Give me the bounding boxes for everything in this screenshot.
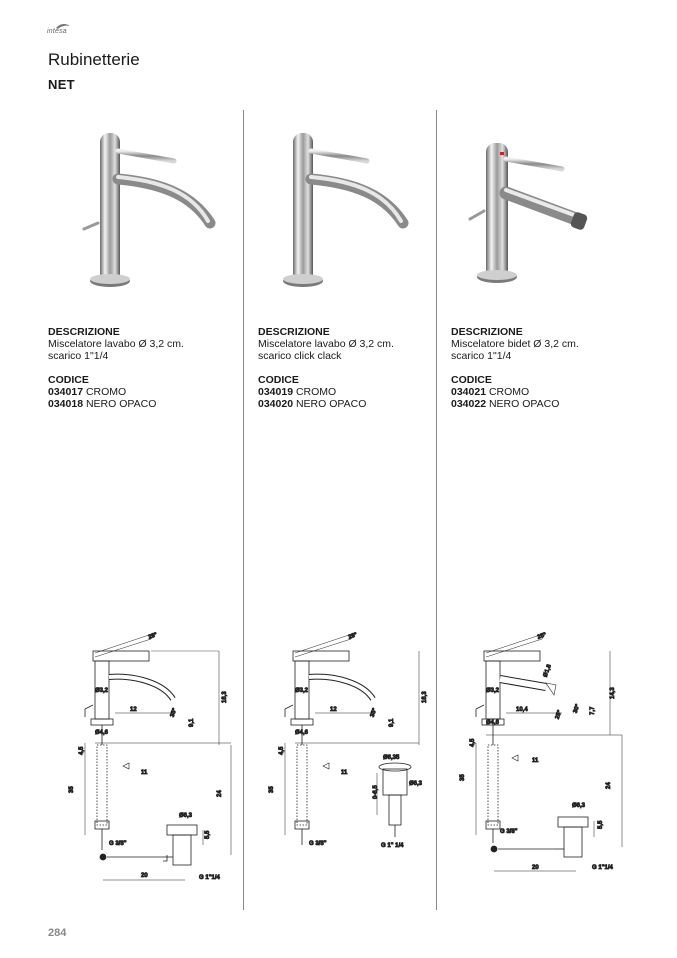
description-label: DESCRIZIONE xyxy=(48,326,120,338)
technical-drawing-click-clack xyxy=(255,625,435,860)
code-label: CODICE xyxy=(451,374,492,386)
description-text: scarico click clack xyxy=(258,350,342,362)
dim-waste-diameter: Ø6,3 xyxy=(179,813,193,819)
dim-reach: 12 xyxy=(130,707,137,713)
dim-spout-height: 7,7 xyxy=(590,706,596,715)
dim-height: 14,3 xyxy=(610,687,616,699)
dim-spout-angle: 25° xyxy=(554,709,564,721)
dim-base-height: 4,5 xyxy=(279,746,285,755)
dim-inlet: G 3/8" xyxy=(500,829,518,835)
column-divider xyxy=(243,110,244,910)
dim-click-top: Ø6,35 xyxy=(383,755,400,761)
dim-spout-height: 9,1 xyxy=(389,718,395,727)
code-label: CODICE xyxy=(258,374,299,386)
product-finish: NERO OPACO xyxy=(293,398,367,410)
description-text: scarico 1"1/4 xyxy=(48,350,109,362)
dim-wrench: 11 xyxy=(341,770,348,776)
dim-wrench: 11 xyxy=(141,770,148,776)
dim-inlet: G 3/8" xyxy=(109,841,127,847)
dim-waste-diameter: Ø6,3 xyxy=(572,803,586,809)
dim-base-height: 4,5 xyxy=(79,746,85,755)
product-code: 034022 xyxy=(451,398,487,410)
technical-drawing-bidet xyxy=(450,625,630,885)
dim-waste-height: 5,5 xyxy=(205,830,211,839)
dim-base-diameter: Ø4,6 xyxy=(295,730,309,736)
dim-click-range: 0-6,5 xyxy=(373,785,379,799)
description-label: DESCRIZIONE xyxy=(451,326,523,338)
product-code: 034017 xyxy=(48,386,84,398)
dim-body-diameter: Ø3,2 xyxy=(295,688,309,694)
page-title: Rubinetterie xyxy=(48,50,140,69)
product-code: 034021 xyxy=(451,386,487,398)
dim-height: 16,3 xyxy=(222,691,228,703)
dim-inlet: G 3/8" xyxy=(309,841,327,847)
dim-wrench: 11 xyxy=(532,758,539,764)
description-text: Miscelatore lavabo Ø 3,2 cm. xyxy=(48,338,184,350)
column-divider xyxy=(436,110,437,910)
dim-angle: 25° xyxy=(536,632,548,641)
dim-rod: 20 xyxy=(141,873,148,879)
bidet-mixer-photo xyxy=(468,135,608,295)
dim-total: 24 xyxy=(217,790,223,797)
code-label: CODICE xyxy=(48,374,89,386)
description-text: scarico 1"1/4 xyxy=(451,350,512,362)
product-code: 034018 xyxy=(48,398,84,410)
dim-base-diameter: Ø4,6 xyxy=(95,730,109,736)
dim-waste-thread: G 1"1/4 xyxy=(199,875,220,881)
description-text: Miscelatore bidet Ø 3,2 cm. xyxy=(451,338,579,350)
brand-name: intesa xyxy=(47,28,67,35)
page-subtitle: NET xyxy=(48,77,75,92)
dim-hose: 35 xyxy=(69,786,75,793)
dim-spout-angle: 35° xyxy=(169,707,179,719)
description-text: Miscelatore lavabo Ø 3,2 cm. xyxy=(258,338,394,350)
description-label: DESCRIZIONE xyxy=(258,326,330,338)
dim-reach: 10,4 xyxy=(516,707,528,713)
product-code: 034019 xyxy=(258,386,294,398)
dim-base-height: 4,5 xyxy=(470,738,476,747)
page-number: 284 xyxy=(48,927,67,939)
product-code: 034020 xyxy=(258,398,294,410)
product-info xyxy=(48,326,184,410)
product-finish: NERO OPACO xyxy=(83,398,157,410)
dim-click-thread: G 1" 1/4 xyxy=(381,843,404,849)
dim-height: 16,3 xyxy=(422,691,428,703)
product-info xyxy=(258,326,394,410)
dim-click-diameter: Ø6,3 xyxy=(409,781,423,787)
product-finish: CROMO xyxy=(293,386,337,398)
basin-mixer-photo xyxy=(82,125,222,295)
dim-spout-height: 9,1 xyxy=(189,718,195,727)
dim-waste-thread: G 1"1/4 xyxy=(592,865,613,871)
product-finish: NERO OPACO xyxy=(486,398,560,410)
dim-waste-height: 5,5 xyxy=(598,820,604,829)
dim-base-diameter: Ø4,6 xyxy=(486,720,500,726)
dim-total: 24 xyxy=(606,782,612,789)
dim-body-diameter: Ø3,2 xyxy=(486,688,500,694)
product-finish: CROMO xyxy=(486,386,530,398)
product-finish: CROMO xyxy=(83,386,127,398)
dim-angle: 25° xyxy=(147,632,159,641)
dim-spout-angle: 30° xyxy=(572,703,582,715)
basin-mixer-click-clack-photo xyxy=(275,125,415,295)
dim-body-diameter: Ø3,2 xyxy=(95,688,109,694)
dim-rod: 20 xyxy=(532,865,539,871)
technical-drawing-basin xyxy=(55,625,235,890)
dim-hose: 35 xyxy=(460,774,466,781)
product-info xyxy=(451,326,579,410)
dim-spout-angle: 35° xyxy=(369,707,379,719)
dim-aerator-diameter: Ø1,8 xyxy=(542,663,553,679)
dim-hose: 35 xyxy=(269,786,275,793)
dim-angle: 25° xyxy=(347,632,359,641)
dim-reach: 12 xyxy=(330,707,337,713)
